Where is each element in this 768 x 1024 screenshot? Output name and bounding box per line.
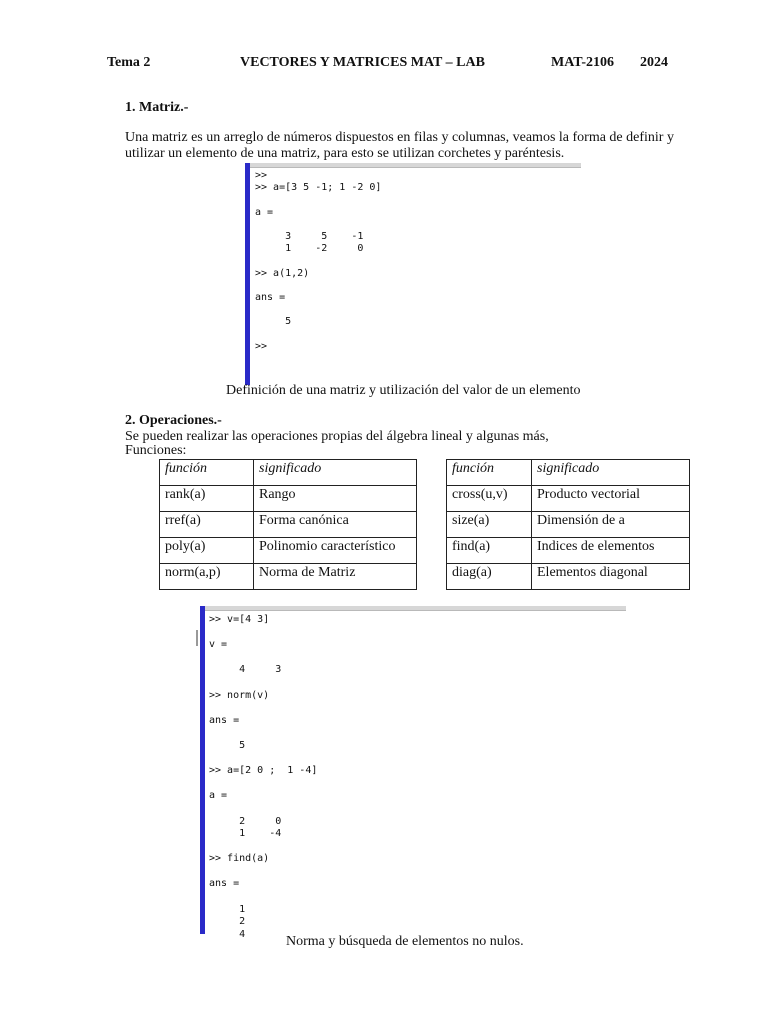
table-cell-function: rref(a) (160, 512, 254, 538)
console-edge-mark (196, 630, 198, 646)
table-row (447, 564, 690, 590)
table-cell-function: norm(a,p) (160, 564, 254, 590)
table-row (447, 512, 690, 538)
section2-paragraph-line1: Se pueden realizar las operaciones propias del álgebra lineal y algunas más, (125, 429, 549, 444)
section2-heading: 2. Operaciones.- (125, 413, 222, 428)
console-top-border (200, 606, 626, 611)
table-cell-meaning: Elementos diagonal (532, 564, 690, 590)
header-year: 2024 (640, 55, 668, 70)
table-header-cell: significado (532, 460, 690, 486)
table-cell-meaning: Indices de elementos (532, 538, 690, 564)
table-cell-meaning: Polinomio característico (254, 538, 417, 564)
table-cell-meaning: Rango (254, 486, 417, 512)
header-course-code: MAT-2106 (551, 55, 614, 70)
table-row (160, 512, 417, 538)
console-top-border (245, 163, 581, 168)
table-cell-function: find(a) (447, 538, 532, 564)
table-header-cell: función (160, 460, 254, 486)
table-cell-meaning: Norma de Matriz (254, 564, 417, 590)
functions-table-right (446, 459, 690, 590)
table-cell-function: diag(a) (447, 564, 532, 590)
header-tema: Tema 2 (107, 55, 151, 70)
figure-caption-matrix: Definición de una matriz y utilización del valor de un elemento (226, 383, 581, 398)
console-output-matrix: >> >> a=[3 5 -1; 1 -2 0] a = 3 5 -1 1 -2 0 >> a(1,2) ans = 5 >> (255, 170, 382, 352)
section1-heading: 1. Matriz.- (125, 100, 189, 115)
functions-table-left (159, 459, 417, 590)
table-cell-meaning: Dimensión de a (532, 512, 690, 538)
console-left-bar (200, 606, 205, 934)
figure-caption-operations: Norma y búsqueda de elementos no nulos. (286, 934, 524, 949)
console-left-bar (245, 163, 250, 385)
table-row (160, 538, 417, 564)
table-cell-function: size(a) (447, 512, 532, 538)
table-header-cell: función (447, 460, 532, 486)
table-header-row (447, 460, 690, 486)
table-row (447, 486, 690, 512)
section2-paragraph-line2: Funciones: (125, 443, 187, 458)
table-cell-function: rank(a) (160, 486, 254, 512)
section1-paragraph-line2: utilizar un elemento de una matriz, para esto se utilizan corchetes y paréntesis. (125, 146, 565, 161)
table-cell-meaning: Producto vectorial (532, 486, 690, 512)
table-header-row (160, 460, 417, 486)
console-screenshot-matrix (245, 163, 581, 385)
section1-paragraph-line1: Una matriz es un arreglo de números dispuestos en filas y columnas, veamos la forma de definir y (125, 130, 674, 145)
table-header-cell: significado (254, 460, 417, 486)
table-row (160, 486, 417, 512)
table-row (447, 538, 690, 564)
console-screenshot-operations (200, 606, 626, 940)
table-cell-meaning: Forma canónica (254, 512, 417, 538)
table-row (160, 564, 417, 590)
header-title: VECTORES Y MATRICES MAT – LAB (240, 55, 485, 70)
table-cell-function: cross(u,v) (447, 486, 532, 512)
console-output-operations: >> v=[4 3] v = 4 3 >> norm(v) ans = 5 >> a=[2 0 ; 1 -4] a = 2 0 1 -4 >> find(a) ans = 1 2 4 (209, 614, 318, 940)
table-cell-function: poly(a) (160, 538, 254, 564)
